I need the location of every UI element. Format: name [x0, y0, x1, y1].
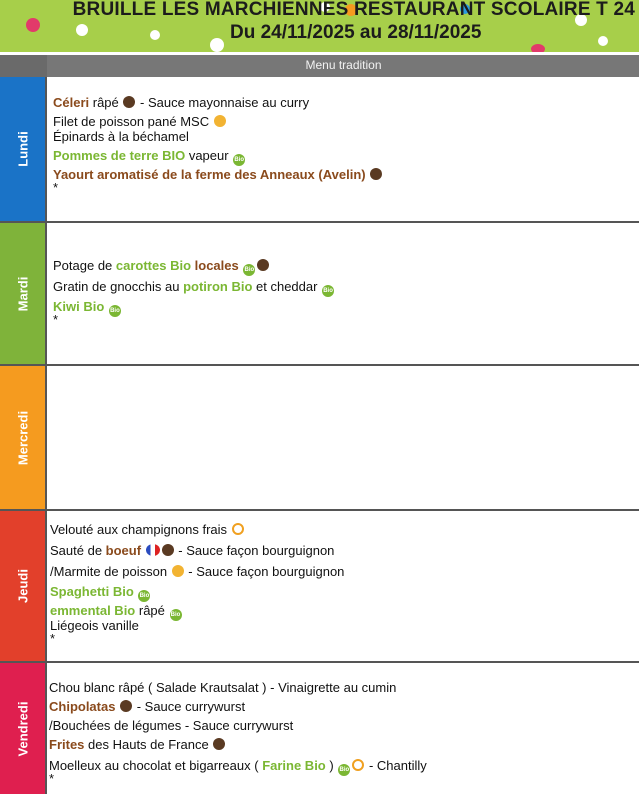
day-label-mercredi: Mercredi [0, 366, 45, 509]
menu-item: Sauté de boeuf - Sauce façon bourguignon [50, 543, 335, 558]
menu-item: * [53, 180, 59, 195]
menu-item: /Marmite de poisson - Sauce façon bourguignon [50, 564, 345, 579]
bio-icon: Bio [109, 305, 121, 317]
menu-item: Frites des Hauts de France [49, 736, 427, 757]
menu-item: Céleri râpé - Sauce mayonnaise au curry [53, 95, 310, 110]
menu-item: Moelleux au chocolat et bigarreaux ( Farine Bio ) Bio - Chantilly [49, 757, 427, 776]
bio-icon: Bio [138, 590, 150, 602]
local-product-icon [213, 738, 225, 750]
bio-icon: Bio [170, 609, 182, 621]
msc-fish-icon [214, 115, 226, 127]
day-label-lundi: Lundi [0, 77, 45, 221]
menu-item: Filet de poisson pané MSC [53, 113, 383, 132]
menu-header [0, 55, 639, 77]
local-product-icon [370, 168, 382, 180]
day-mardi [0, 223, 639, 366]
menu-item: Liégeois vanille [50, 618, 139, 633]
label-quality-icon [232, 523, 244, 535]
menu-mardi [53, 257, 335, 330]
menu-item: Gratin de gnocchis au potiron Bio et cheddar Bio [53, 278, 335, 298]
bio-icon: Bio [243, 264, 255, 276]
day-label-jeudi: Jeudi [0, 511, 45, 661]
france-flag-icon [146, 544, 160, 556]
menu-item: Potage de carottes Bio locales Bio [53, 257, 335, 278]
page-title: BRUILLE LES MARCHIENNES RESTAURANT SCOLAIRE T 24 [72, 0, 635, 20]
msc-fish-icon [172, 565, 184, 577]
menu-vendredi [49, 679, 427, 789]
menu-item: Kiwi Bio Bio [53, 298, 335, 317]
day-vendredi [0, 663, 639, 794]
date-range: Du 24/11/2025 au 28/11/2025 [230, 22, 482, 43]
local-product-icon [123, 96, 135, 108]
menu-jeudi [50, 521, 344, 649]
bio-icon: Bio [322, 285, 334, 297]
menu-item: Velouté aux champignons frais [50, 521, 344, 542]
menu-item: * [53, 312, 59, 327]
menu-item: /Bouchées de légumes - Sauce currywurst [49, 718, 294, 733]
menu-label: Menu tradition [305, 58, 382, 72]
header-corner [0, 55, 47, 77]
label-quality-icon [352, 759, 364, 771]
header-banner [0, 0, 639, 52]
local-product-icon [120, 700, 132, 712]
menu-item: Yaourt aromatisé de la ferme des Anneaux (Avelin) [53, 166, 383, 185]
local-product-icon [162, 544, 174, 556]
day-mercredi [0, 366, 639, 511]
local-product-icon [257, 259, 269, 271]
menu-item: * [49, 771, 55, 786]
menu-item: Spaghetti Bio Bio [50, 583, 344, 602]
menu-item: emmental Bio râpé Bio [50, 602, 344, 621]
day-label-vendredi: Vendredi [0, 663, 45, 794]
menu-item: Pommes de terre BIO vapeur Bio [53, 147, 383, 166]
day-lundi [0, 77, 639, 223]
menu-item: Chou blanc râpé ( Salade Krautsalat ) - Vinaigrette au cumin [49, 680, 397, 695]
menu-lundi [53, 94, 383, 198]
menu-item: Chipolatas - Sauce currywurst [49, 699, 246, 714]
day-label-mardi: Mardi [0, 223, 45, 364]
bio-icon: Bio [338, 764, 350, 776]
menu-item: * [50, 631, 56, 646]
day-jeudi [0, 511, 639, 663]
bio-icon: Bio [233, 154, 245, 166]
menu-item: Épinards à la béchamel [53, 129, 189, 144]
